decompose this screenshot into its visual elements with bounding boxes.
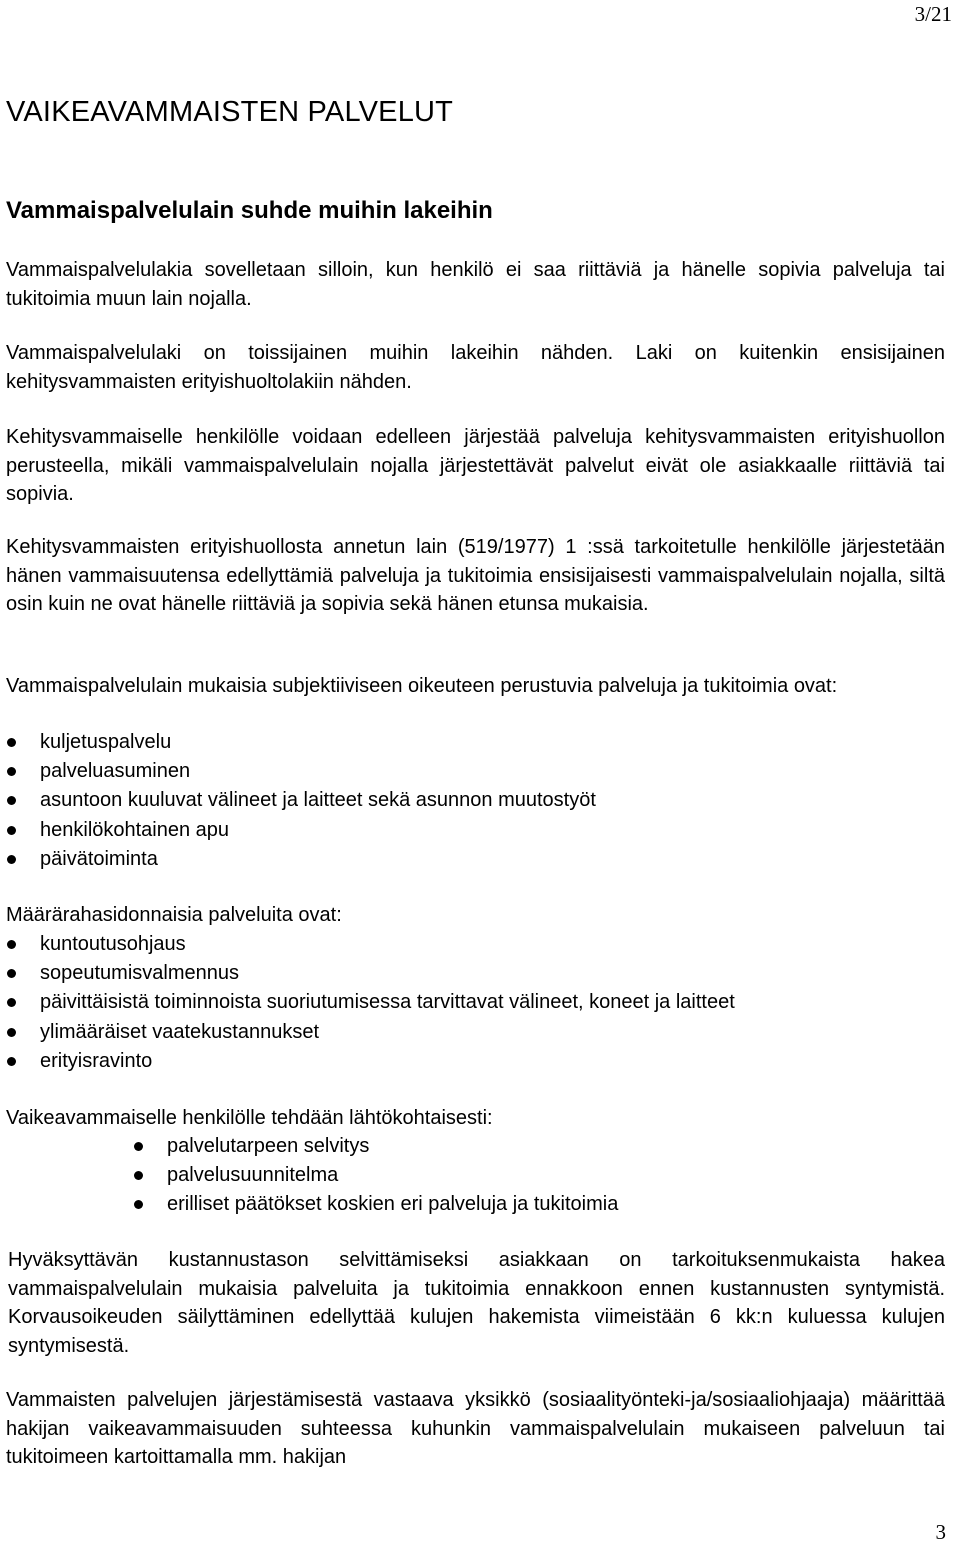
appropriation-list <box>6 930 735 1076</box>
page-number-top: 3/21 <box>914 2 952 26</box>
paragraph-9: Vammaisten palvelujen järjestämisestä vastaava yksikkö (sosiaalityönteki-ja/sosiaaliohjaaja) määrittää hakijan vaikeavammaisuuden suhteessa kuhunkin vammaispalvelulain mukaiseen palveluun tai tukitoimeen kartoittamalla mm. hakijan <box>6 1389 945 1468</box>
paragraph-3: Kehitysvammaiselle henkilölle voidaan edelleen järjestää palveluja kehitysvammaisten erityishuollon perusteella, mikäli vammaispalvelulain nojalla järjestettävät palvelut eivät ole asiakkaalle riittäviä tai sopivia. <box>6 426 945 505</box>
paragraph-5: Vammaispalvelulain mukaisia subjektiiviseen oikeuteen perustuvia palveluja ja tukitoimia ovat: <box>6 675 838 697</box>
page-number-bottom: 3 <box>935 1520 946 1544</box>
section-heading: Vammaispalvelulain suhde muihin lakeihin <box>6 197 493 224</box>
list-item: sopeutumisvalmennus <box>6 959 735 988</box>
list-item: palvelusuunnitelma <box>133 1161 618 1190</box>
list-item: erilliset päätökset koskien eri palveluja ja tukitoimia <box>133 1190 618 1219</box>
assessment-intro: Vaikeavammaiselle henkilölle tehdään lähtökohtaisesti: <box>6 1107 493 1129</box>
paragraph-1: Vammaispalvelulakia sovelletaan silloin, kun henkilö ei saa riittäviä ja hänelle sopivia palveluja tai tukitoimia muun lain nojalla. <box>6 259 945 310</box>
list-item: palvelutarpeen selvitys <box>133 1132 618 1161</box>
document-title: VAIKEAVAMMAISTEN PALVELUT <box>6 96 454 128</box>
list-item: henkilökohtainen apu <box>6 816 596 845</box>
list-item: päivätoiminta <box>6 845 596 874</box>
list-item: ylimääräiset vaatekustannukset <box>6 1018 735 1047</box>
assessment-list <box>133 1132 618 1220</box>
list-item: asuntoon kuuluvat välineet ja laitteet sekä asunnon muutostyöt <box>6 786 596 815</box>
paragraph-8: Hyväksyttävän kustannustason selvittämiseksi asiakkaan on tarkoituksenmukaista hakea vammaispalvelulain mukaisia palveluita ja tukitoimia ennakkoon ennen kustannusten syntymistä. Korvausoikeuden säilyttäminen edellyttää kulujen hakemista viimeistään 6 kk:n kuluessa kulujen syntymisestä. <box>8 1249 945 1357</box>
list-item: kuljetuspalvelu <box>6 728 596 757</box>
paragraph-2: Vammaispalvelulaki on toissijainen muihin lakeihin nähden. Laki on kuitenkin ensisijainen kehitysvammaisten erityishuoltolakiin nähden. <box>6 342 945 393</box>
paragraph-4: Kehitysvammaisten erityishuollosta annetun lain (519/1977) 1 :ssä tarkoitetulle henkilölle järjestetään hänen vammaisuutensa edellyttämiä palveluja ja tukitoimia ensisijaisesti vammaispalvelulain nojalla, siltä osin kuin ne ovat hänelle riittäviä ja sopivia sekä hänen etunsa mukaisia. <box>6 536 945 615</box>
appropriation-intro: Määrärahasidonnaisia palveluita ovat: <box>6 904 342 926</box>
list-item: päivittäisistä toiminnoista suoriutumisessa tarvittavat välineet, koneet ja laitteet <box>6 988 735 1017</box>
list-item: kuntoutusohjaus <box>6 930 735 959</box>
subjective-rights-list <box>6 728 596 874</box>
list-item: palveluasuminen <box>6 757 596 786</box>
list-item: erityisravinto <box>6 1047 735 1076</box>
